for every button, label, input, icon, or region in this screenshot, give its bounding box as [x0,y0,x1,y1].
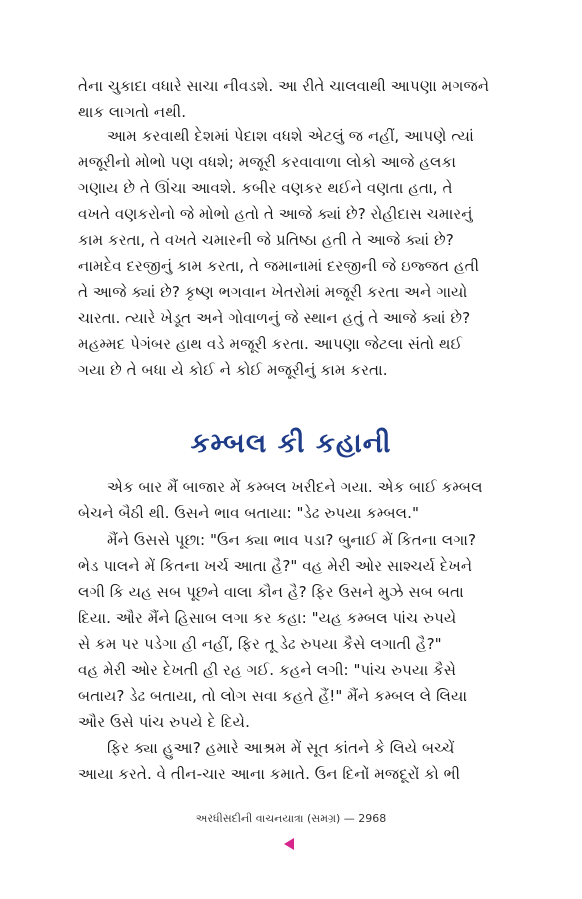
text-line: ભેડ પાલને મેં કિતના ખર્ચ આતા હૈ?" વહ મેરી ઓર સાશ્ચર્ય દેખને [78,557,473,575]
text-line: ઔર ઉસે પાંચ રુપયે દે દિયે. [78,713,250,731]
text-line: ગણાય છે તે ઊંચા આવશે. કબીર વણકર થઈને વણતા હતા, તે [78,179,453,197]
text-line: વહ મેરી ઓર દેખતી હી રહ ગઈ. કહને લગી: "પાંચ રુપયા કૈસે [78,661,457,679]
text-line: આમ કરવાથી દેશમાં પેદાશ વધશે એટલું જ નહીં, આપણે ત્યાં [78,127,474,145]
paragraph-2 [78,123,506,383]
text-line: આયા કરતે. વે તીન-ચાર આના કમાતે. ઉન દિનોં મજદૂરોં કો ભી [78,765,461,783]
section-heading: કમ્બલ કી કહાની [190,428,392,459]
page-footer: અરધીસદીની વાચનયાત્રા (સમગ્ર) — 2968 [195,812,387,825]
story-paragraph-1 [78,474,506,526]
text-line: દિયા. ઔર મૈંને હિસાબ લગા કર કહા: "યહ કમ્બલ પાંચ રુપયે [78,609,457,627]
text-line: મજૂરીનો મોભો પણ વધશે; મજૂરી કરવાવાળા લોકો આજે હલકા [78,153,456,171]
text-line: સે કમ પર પડેગા હી નહીં, ફિર તૂ ડેઢ રુપયા કૈસે લગાતી હૈ?" [78,635,442,653]
previous-page-arrow-icon[interactable] [284,838,294,850]
text-line: બતાય? ડેઢ બતાયા, તો લોગ સવા કહતે હૈં!" મૈંને કમ્બલ લે લિયા [78,687,468,705]
text-line: વખતે વણકરોનો જે મોભો હતો તે આજે ક્યાં છે? રોહીદાસ ચમારનું [78,205,473,223]
text-line: નામદેવ દરજીનું કામ કરતા, તે જમાનામાં દરજીની જે ઇજ્જત હતી [78,257,480,275]
text-line: એક બાર મૈં બાજાર મેં કમ્બલ ખરીદને ગયા. એક બાઈ કમ્બલ [78,478,483,496]
text-line: બેચને બૈઠી થી. ઉસને ભાવ બતાયા: "ડેઢ રુપયા કમ્બલ." [78,504,419,522]
paragraph-1 [78,73,506,125]
text-line: તેના ચુકાદા વધારે સાચા નીવડશે. આ રીતે ચાલવાથી આપણા મગજને [78,77,490,95]
story-paragraph-2 [78,527,506,735]
text-line: થાક લાગતો નથી. [78,103,187,121]
text-line: ગયા છે તે બધા યે કોઈ ને કોઈ મજૂરીનું કામ કરતા. [78,361,388,379]
text-line: તે આજે ક્યાં છે? કૃષ્ણ ભગવાન ખેતરોમાં મજૂરી કરતા અને ગાયો [78,283,468,301]
story-paragraph-3 [78,735,506,787]
text-line: ચારતા. ત્યારે ખેડૂત અને ગોવાળનું જે સ્થાન હતું તે આજે ક્યાં છે? [78,309,471,327]
text-line: કામ કરતા, તે વખતે ચમારની જે પ્રતિષ્ઠા હતી તે આજે ક્યાં છે? [78,231,454,249]
text-line: ફિર ક્યા હુઆ? હમારે આશ્રમ મેં સૂત કાંતને કે લિયે બચ્ચેં [78,739,455,757]
text-line: લગી કિ યહ સબ પૂછને વાલા કૌન હૈ? ફિર ઉસને મુઝે સબ બતા [78,583,464,601]
text-line: મૈંને ઉસસે પૂછા: "ઉન ક્યા ભાવ પડા? બુનાઈ મેં કિતના લગા? [78,531,477,549]
text-line: મહમ્મદ પેગંબર હાથ વડે મજૂરી કરતા. આપણા જેટલા સંતો થઈ [78,335,463,353]
